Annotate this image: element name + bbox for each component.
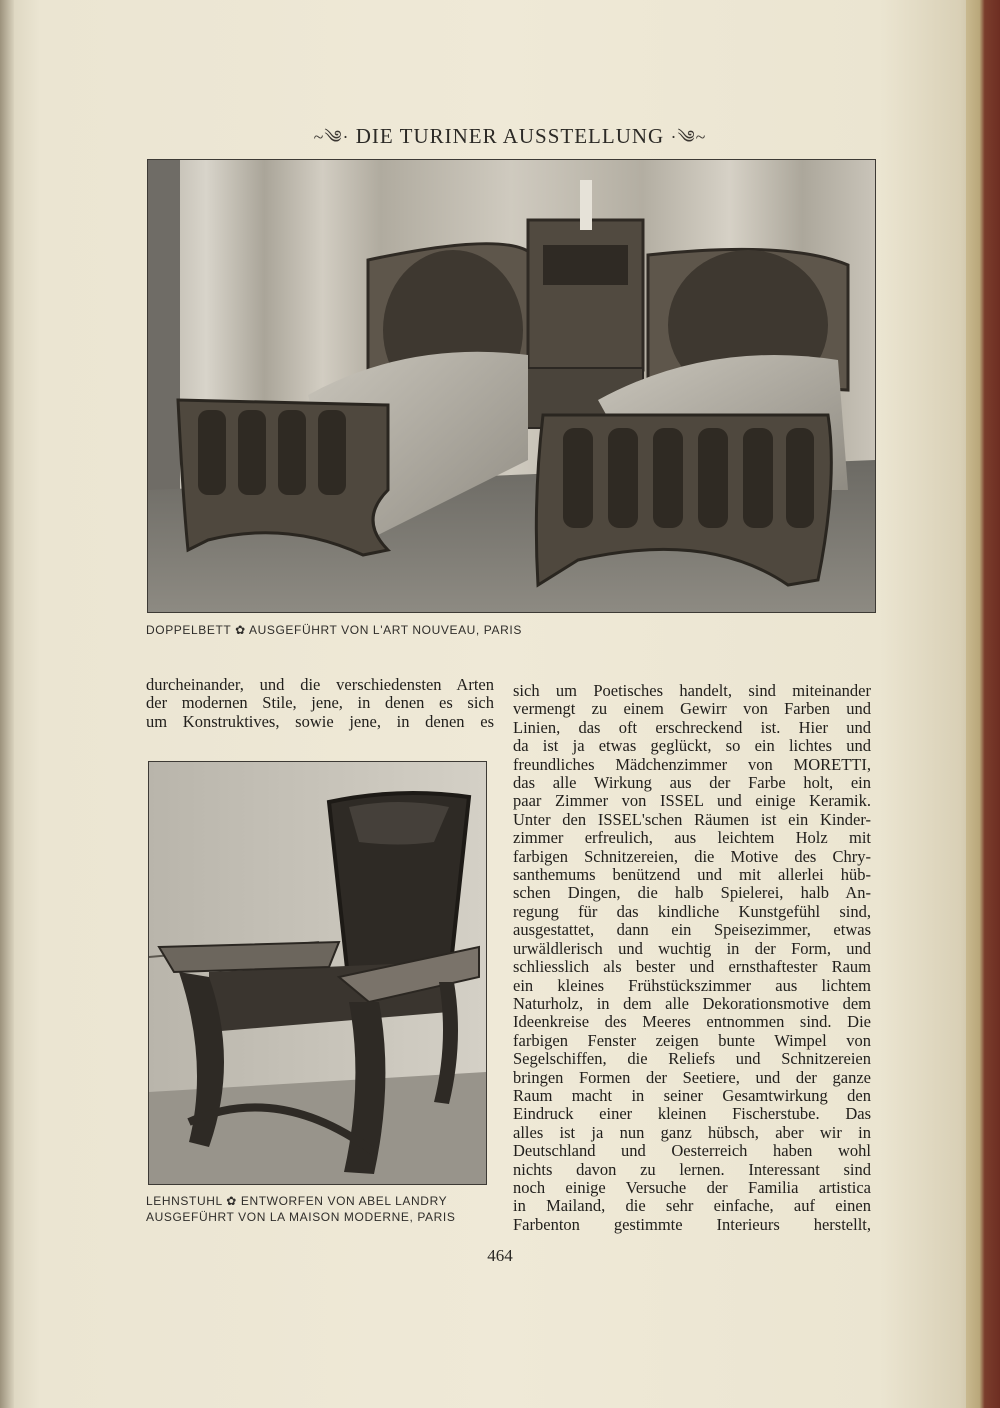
- right-text-line: ausgestattet, dann ein Speisezimmer, etwas: [513, 920, 871, 940]
- bed-photograph: [147, 159, 876, 613]
- chair-illustration: [149, 762, 486, 1184]
- bed-illustration: [148, 160, 875, 612]
- right-text-line: Eindruck einer kleinen Fischerstube. Das: [513, 1104, 871, 1124]
- right-text-line: das alle Wirkung aus der Farbe holt, ein: [513, 773, 871, 793]
- right-text-line: ein kleines Frühstückszimmer aus lichtem: [513, 975, 871, 995]
- right-text-line: Farbenton gestimmte Interieurs herstellt,: [513, 1214, 871, 1234]
- right-text-line: in Mailand, die sehr einfache, auf einen: [513, 1196, 871, 1216]
- right-text-line: farbigen Fenster zeigen bunte Wimpel von: [513, 1030, 871, 1050]
- right-text-line: Naturholz, in dem alle Dekorationsmotive dem: [513, 993, 871, 1013]
- chair-caption-title: LEHNSTUHL: [146, 1194, 223, 1208]
- header-title: DIE TURINER AUSSTELLUNG: [355, 124, 665, 148]
- caption-separator-icon: ✿: [226, 1194, 237, 1208]
- right-text-line: zimmer erfreulich, aus leichtem Holz mit: [513, 828, 871, 848]
- right-text-line: Raum macht in seiner Gesamtwirkung den: [513, 1085, 871, 1105]
- right-text-line: regung für das kindliche Kunstgefühl sind,: [513, 901, 871, 921]
- left-text-line: durcheinander, und die verschiedensten Arten: [146, 675, 494, 694]
- right-text-line: sich um Poetisches handelt, sind miteinander: [513, 681, 871, 700]
- ornament-right-icon: ·༄~: [670, 127, 707, 147]
- right-text-line: Ideenkreise des Meeres entnommen sind. Die: [513, 1012, 871, 1032]
- chair-caption: [146, 1193, 486, 1225]
- right-text-line: farbigen Schnitzereien, die Motive des Chry-: [513, 846, 871, 866]
- right-text-line: schen Dingen, die halb Spielerei, halb An-: [513, 883, 871, 903]
- left-text-line: der modernen Stile, jene, in denen es sich: [146, 693, 494, 713]
- bed-caption: [146, 622, 606, 638]
- left-text-column: [146, 676, 494, 731]
- right-text-line: freundliches Mädchenzimmer von MORETTI,: [513, 754, 871, 774]
- right-text-line: noch einige Versuche der Familia artistica: [513, 1177, 871, 1197]
- right-text-line: urwäldlerisch und wuchtig in der Form, und: [513, 938, 871, 958]
- right-text-column: [513, 682, 871, 1234]
- left-text-line: um Konstruktives, sowie jene, in denen es: [146, 711, 494, 731]
- book-cover-edge: [966, 0, 1000, 1408]
- right-text-line: paar Zimmer von ISSEL und einige Keramik.: [513, 791, 871, 811]
- chair-caption-line1: [146, 1193, 486, 1209]
- bed-caption-title: DOPPELBETT: [146, 623, 232, 637]
- right-text-line: bringen Formen der Seetiere, und der ganze: [513, 1067, 871, 1087]
- right-text-line: nichts davon zu lernen. Interessant sind: [513, 1159, 871, 1179]
- chair-caption-designer: ENTWORFEN VON ABEL LANDRY: [240, 1194, 448, 1208]
- ornament-left-icon: ~༄·: [313, 127, 350, 147]
- right-text-line: schliesslich als bester und ernsthaftester Raum: [513, 957, 871, 977]
- right-text-line: Unter den ISSEL'schen Räumen ist ein Kinder-: [513, 809, 871, 829]
- gutter-shadow: [0, 0, 14, 1408]
- right-text-line: alles ist ja nun ganz hübsch, aber wir in: [513, 1122, 871, 1142]
- chair-photograph: [148, 761, 487, 1185]
- page-number: 464: [487, 1246, 513, 1265]
- right-text-line: santhemums benützend und mit allerlei hüb-: [513, 865, 871, 885]
- chair-caption-line2: AUSGEFÜHRT VON LA MAISON MODERNE, PARIS: [146, 1210, 456, 1224]
- caption-separator-icon: ✿: [235, 623, 246, 637]
- right-text-line: Deutschland und Oesterreich haben wohl: [513, 1141, 871, 1161]
- bed-caption-credit: AUSGEFÜHRT VON L'ART NOUVEAU, PARIS: [249, 623, 522, 637]
- right-text-line: da ist ja etwas geglückt, so ein lichtes und: [513, 736, 871, 756]
- right-text-line: vermengt zu einem Gewirr von Farben und: [513, 699, 871, 719]
- right-text-line: Segelschiffen, die Reliefs und Schnitzereien: [513, 1049, 871, 1069]
- right-text-line: Linien, das oft erschreckend ist. Hier und: [513, 717, 871, 737]
